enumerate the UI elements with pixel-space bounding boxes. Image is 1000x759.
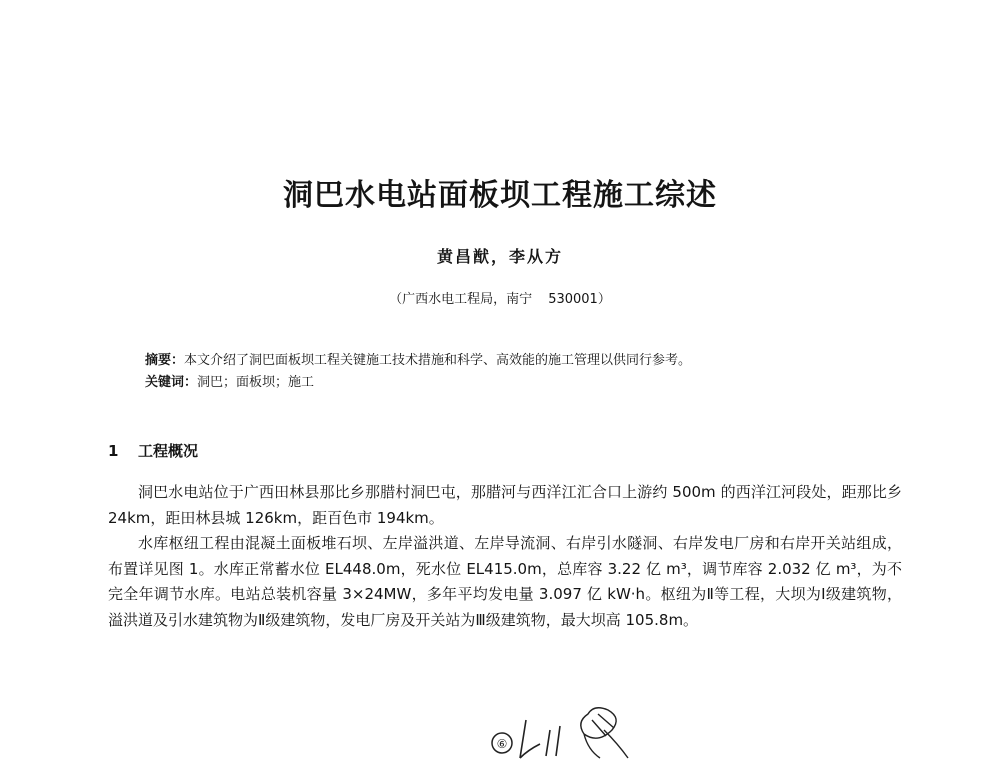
section-number: 1 — [108, 442, 119, 460]
keywords-line — [145, 372, 905, 394]
page-mark-scribble — [488, 700, 648, 759]
authors: 黄昌猷，李从方 — [436, 247, 563, 266]
keywords-text: 洞巴；面板坝；施工 — [197, 375, 315, 390]
body-paragraph-1: 洞巴水电站位于广西田林县那比乡那腊村洞巴屯，那腊河与西洋江汇合口上游约 500m 的西洋江河段处，距那比乡 24km，距田林县城 126km，距百色市 194km。 — [108, 483, 902, 527]
abstract-block — [145, 350, 905, 394]
abstract-line — [145, 350, 905, 372]
section-heading — [108, 440, 198, 461]
handwriting-stroke — [520, 720, 540, 758]
handwriting-stroke — [546, 726, 560, 756]
handwriting-scribble — [581, 708, 628, 758]
section-body — [108, 480, 902, 633]
affiliation-postcode: 530001） — [548, 292, 611, 307]
affiliation-org: （广西水电工程局，南宁 — [389, 292, 533, 307]
page-number: ⑥ — [496, 737, 508, 751]
section-title: 工程概况 — [138, 442, 199, 460]
affiliation — [0, 288, 1000, 307]
abstract-text: 本文介绍了洞巴面板坝工程关键施工技术措施和科学、高效能的施工管理以供同行参考。 — [184, 353, 692, 368]
paper-title: 洞巴水电站面板坝工程施工综述 — [283, 178, 717, 213]
abstract-label: 摘要： — [145, 353, 185, 368]
keywords-label: 关键词： — [145, 375, 198, 390]
body-paragraph-2: 水库枢纽工程由混凝土面板堆石坝、左岸溢洪道、左岸导流洞、右岸引水隧洞、右岸发电厂房和右岸开关站组成，布置详见图 1。水库正常蓄水位 EL448.0m，死水位 EL415.0m，总库容 3.22 亿 m³，调节库容 2.032 亿 m³，为不完全年调节水库。电站总装机容量 3×24MW，多年平均发电量 3.097 亿 kW·h。枢纽为Ⅱ等工程，大坝为Ⅰ级建筑物，溢洪道及引水建筑物为Ⅱ级建筑物，发电厂房及开关站为Ⅲ级建筑物，最大坝高 105.8m。 — [108, 534, 902, 629]
